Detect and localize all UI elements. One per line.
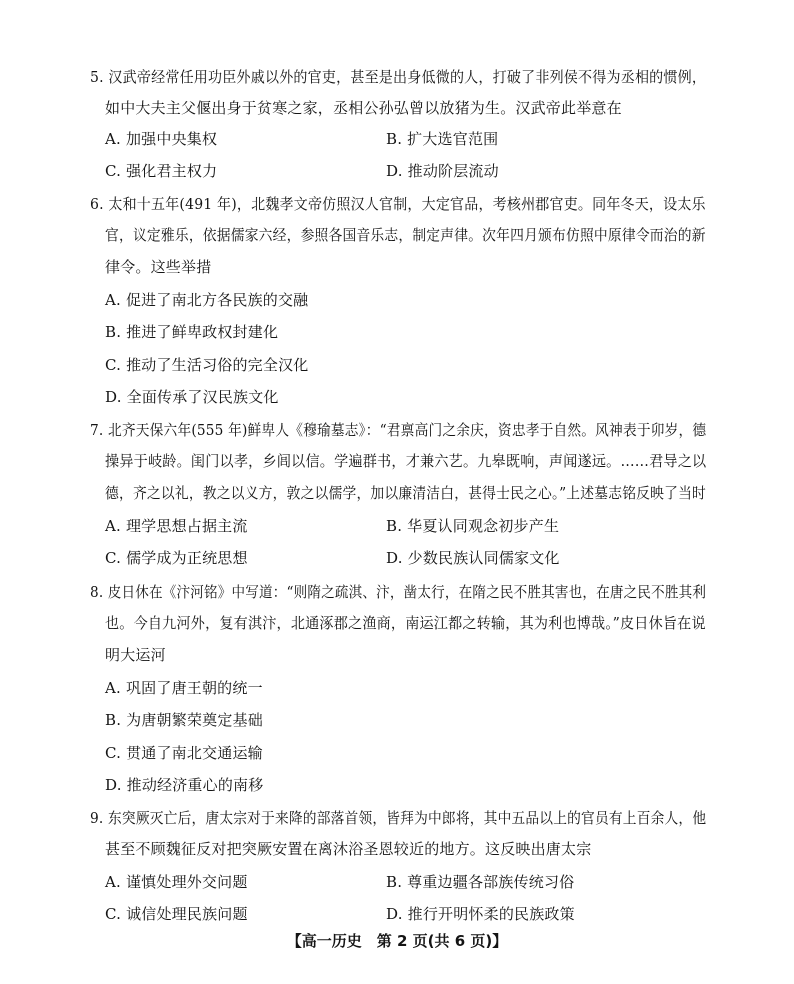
question-stem-line: 5. 汉武帝经常任用功臣外戚以外的官吏，甚至是出身低微的人，打破了非列侯不得为丞相的惯例， bbox=[90, 68, 707, 86]
option-b: B. 为唐朝繁荣奠定基础 bbox=[105, 711, 263, 729]
question-stem-line: 德，齐之以礼，教之以义方，敦之以儒学，加以廉清洁白，甚得士民之心。”上述墓志铭反映了当时 bbox=[105, 484, 707, 502]
question-stem-line: 7. 北齐天保六年(555 年)鲜卑人《穆瑜墓志》：“君禀高门之余庆，资忠孝于自然。风神表于卯岁，德 bbox=[90, 421, 707, 439]
question-stem-line: 明大运河 bbox=[105, 646, 166, 664]
option-d: D. 推动阶层流动 bbox=[386, 162, 499, 180]
option-a: A. 促进了南北方各民族的交融 bbox=[105, 291, 309, 309]
option-d: D. 推行开明怀柔的民族政策 bbox=[386, 905, 575, 923]
question-stem-line: 甚至不顾魏征反对把突厥安置在离沐浴圣恩较近的地方。这反映出唐太宗 bbox=[105, 840, 592, 858]
page-footer: 【高一历史 第 2 页(共 6 页)】 bbox=[286, 932, 508, 950]
option-d: D. 全面传承了汉民族文化 bbox=[105, 388, 279, 406]
option-b: B. 扩大选官范围 bbox=[386, 130, 499, 148]
option-c: C. 贯通了南北交通运输 bbox=[105, 744, 263, 762]
question-stem-line: 官，议定雅乐，依据儒家六经，参照各国音乐志，制定声律。次年四月颁布仿照中原律令而治的新 bbox=[105, 226, 706, 244]
question-stem-line: 如中大夫主父偃出身于贫寒之家，丞相公孙弘曾以放猪为生。汉武帝此举意在 bbox=[105, 99, 622, 117]
option-a: A. 谨慎处理外交问题 bbox=[105, 873, 248, 891]
option-b: B. 推进了鲜卑政权封建化 bbox=[105, 323, 279, 341]
option-c: C. 推动了生活习俗的完全汉化 bbox=[105, 356, 309, 374]
option-b: B. 尊重边疆各部族传统习俗 bbox=[386, 873, 575, 891]
question-stem-line: 律令。这些举措 bbox=[105, 258, 212, 276]
option-a: A. 巩固了唐王朝的统一 bbox=[105, 679, 263, 697]
question-stem-line: 8. 皮日休在《汴河铭》中写道：“则隋之疏淇、汴，凿太行，在隋之民不胜其害也，在唐之民不胜其利 bbox=[90, 583, 707, 601]
option-c: C. 儒学成为正统思想 bbox=[105, 549, 248, 567]
option-a: A. 理学思想占据主流 bbox=[105, 517, 248, 535]
option-b: B. 华夏认同观念初步产生 bbox=[386, 517, 560, 535]
option-c: C. 诚信处理民族问题 bbox=[105, 905, 248, 923]
question-stem-line: 也。今自九河外，复有淇汴，北通涿郡之渔商，南运江都之转输，其为利也博哉。”皮日休旨在说 bbox=[105, 614, 706, 632]
option-d: D. 少数民族认同儒家文化 bbox=[386, 549, 560, 567]
option-c: C. 强化君主权力 bbox=[105, 162, 218, 180]
question-stem-line: 9. 东突厥灭亡后，唐太宗对于来降的部落首领，皆拜为中郎将，其中五品以上的官员有上百余人，他 bbox=[90, 809, 707, 827]
question-stem-line: 操异于岐龄。闺门以孝，乡闾以信。学遍群书，才兼六艺。九皋既响，声闻遂远。……君导之以 bbox=[105, 452, 707, 470]
option-d: D. 推动经济重心的南移 bbox=[105, 776, 264, 794]
option-a: A. 加强中央集权 bbox=[105, 130, 218, 148]
question-stem-line: 6. 太和十五年(491 年)，北魏孝文帝仿照汉人官制，大定官品，考核州郡官吏。同年冬天，设太乐 bbox=[90, 195, 706, 213]
